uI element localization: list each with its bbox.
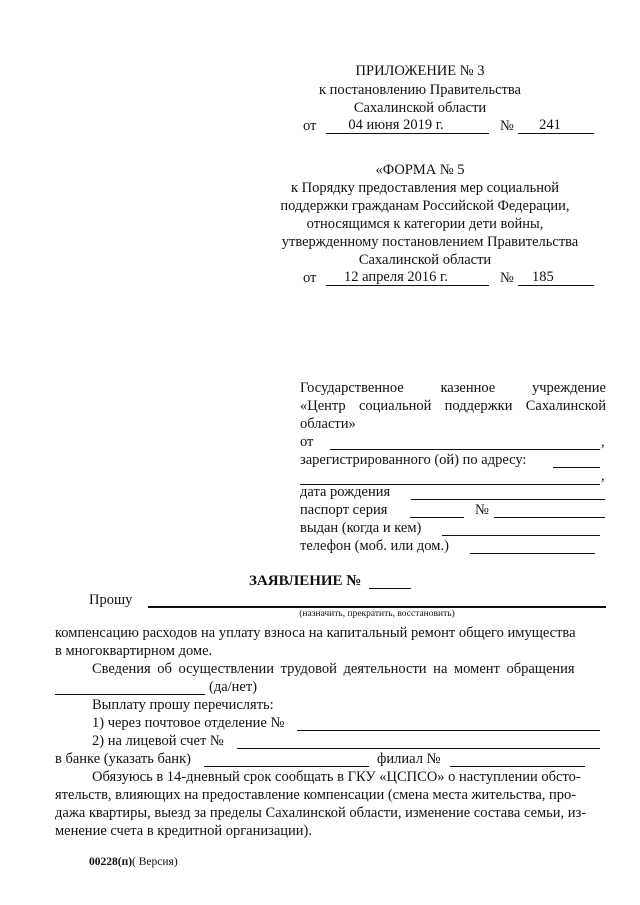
dob-field[interactable] bbox=[411, 484, 605, 500]
form-number: 185 bbox=[532, 269, 554, 285]
form-title: «ФОРМА № 5 bbox=[375, 162, 465, 178]
post-office-field[interactable] bbox=[297, 715, 600, 731]
addressee-word: поддержки bbox=[444, 398, 513, 414]
addressee-word: Государственное bbox=[300, 380, 404, 396]
request-hint: (назначить, прекратить, восстановить) bbox=[299, 609, 455, 619]
payout-label: Выплату прошу перечислять: bbox=[92, 697, 274, 713]
phone-label: телефон (моб. или дом.) bbox=[300, 538, 449, 554]
addressee-line2 bbox=[300, 398, 606, 415]
appendix-from-label: от bbox=[303, 118, 317, 134]
passport-series-field[interactable] bbox=[410, 502, 464, 518]
from-label: от bbox=[300, 434, 314, 450]
passport-number-field[interactable] bbox=[494, 502, 605, 518]
statement-title: ЗАЯВЛЕНИЕ № bbox=[249, 573, 362, 589]
form-line3: относящимся к категории дети войны, bbox=[306, 216, 544, 232]
address-comma: , bbox=[601, 468, 605, 484]
obligation-line1: Обязуюсь в 14-дневный срок сообщать в ГКУ «ЦСПСО» о наступлении обсто- bbox=[92, 769, 581, 785]
phone-field[interactable] bbox=[470, 538, 595, 554]
issued-field[interactable] bbox=[442, 520, 600, 536]
obligation-line4: менение счета в кредитной организации). bbox=[55, 823, 313, 839]
registered-label: зарегистрированного (ой) по адресу: bbox=[300, 452, 527, 468]
dob-label: дата рождения bbox=[300, 484, 391, 500]
footer bbox=[89, 856, 178, 868]
appendix-num-label: № bbox=[500, 118, 514, 134]
appendix-line2: Сахалинской области bbox=[353, 100, 487, 116]
form-line5: Сахалинской области bbox=[358, 252, 492, 268]
branch-label: филиал № bbox=[377, 751, 441, 767]
from-comma: , bbox=[601, 434, 605, 450]
option-post-office-label: 1) через почтовое отделение № bbox=[92, 715, 285, 731]
request-label: Прошу bbox=[89, 592, 133, 608]
account-field[interactable] bbox=[237, 733, 600, 749]
option-account-label: 2) на лицевой счет № bbox=[92, 733, 224, 749]
form-line2: поддержки гражданам Российской Федерации, bbox=[280, 198, 570, 214]
bank-field[interactable] bbox=[204, 751, 369, 767]
address-field-1[interactable] bbox=[553, 452, 600, 468]
form-date: 12 апреля 2016 г. bbox=[344, 269, 448, 285]
work-field[interactable] bbox=[55, 679, 205, 695]
branch-field[interactable] bbox=[450, 751, 585, 767]
form-number-line bbox=[518, 270, 594, 286]
addressee-line1 bbox=[300, 380, 606, 397]
appendix-line1: к постановлению Правительства bbox=[319, 82, 521, 98]
statement-line2: в многоквартирном доме. bbox=[55, 643, 213, 659]
bank-label: в банке (указать банк) bbox=[55, 751, 191, 767]
appendix-number: 241 bbox=[539, 117, 561, 133]
request-field[interactable] bbox=[148, 592, 606, 608]
passport-num-label: № bbox=[475, 502, 489, 518]
addressee-word: социальной bbox=[358, 398, 432, 414]
appendix-title: ПРИЛОЖЕНИЕ № 3 bbox=[355, 63, 485, 79]
addressee-word: казенное bbox=[440, 380, 496, 396]
issued-label: выдан (когда и кем) bbox=[300, 520, 422, 536]
addressee-line3: области» bbox=[300, 416, 356, 432]
passport-series-label: паспорт серия bbox=[300, 502, 388, 518]
addressee-word: Сахалинской bbox=[525, 398, 606, 414]
statement-number-field[interactable] bbox=[369, 573, 411, 589]
work-line1: Сведения об осуществлении трудовой деятельности на момент обращения bbox=[92, 661, 575, 677]
footer-code: 00228(п) bbox=[89, 856, 133, 868]
addressee-word: учреждение bbox=[531, 380, 606, 396]
obligation-line2: ятельств, влияющих на предоставление компенсации (смена места жительства, про- bbox=[55, 787, 577, 803]
form-line1: к Порядку предоставления мер социальной bbox=[290, 180, 560, 196]
appendix-date: 04 июня 2019 г. bbox=[348, 117, 444, 133]
form-num-label: № bbox=[500, 270, 514, 286]
footer-version: ( Версия) bbox=[132, 856, 178, 868]
statement-line1: компенсацию расходов на уплату взноса на капитальный ремонт общего имущества bbox=[55, 625, 576, 641]
addressee-word: «Центр bbox=[300, 398, 346, 414]
form-line4: утвержденному постановлением Правительства bbox=[281, 234, 579, 250]
from-field[interactable] bbox=[330, 434, 600, 450]
obligation-line3: дажа квартиры, выезд за пределы Сахалинской области, изменение состава семьи, из- bbox=[55, 805, 587, 821]
form-from-label: от bbox=[303, 270, 317, 286]
work-hint: (да/нет) bbox=[209, 679, 258, 695]
address-field-2[interactable] bbox=[300, 469, 600, 485]
